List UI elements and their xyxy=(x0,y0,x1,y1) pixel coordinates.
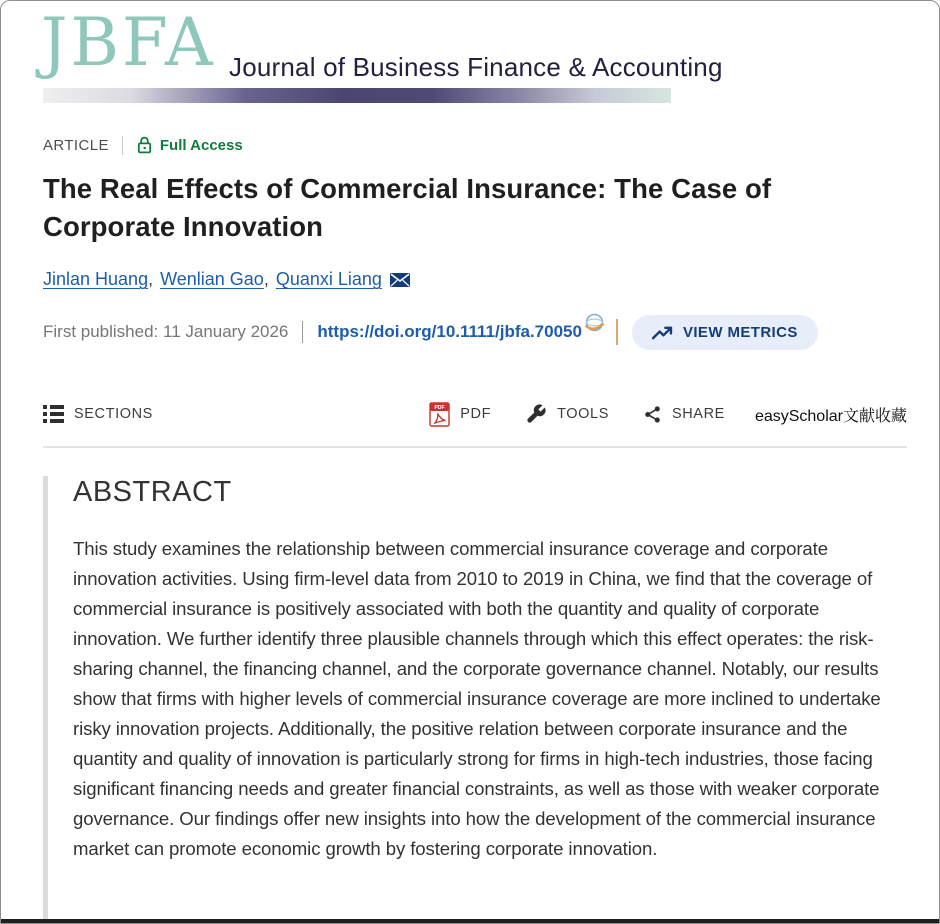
wrench-icon xyxy=(525,403,547,425)
author-list xyxy=(43,269,907,290)
svg-text:PDF: PDF xyxy=(434,404,445,411)
view-metrics-label: VIEW METRICS xyxy=(682,323,798,341)
first-published-label: First published: 11 January 2026 xyxy=(43,322,289,341)
tools-label: TOOLS xyxy=(557,406,609,422)
article-meta-row xyxy=(43,135,907,155)
full-access-label: Full Access xyxy=(159,136,243,154)
share-button[interactable] xyxy=(643,404,725,425)
published-separator xyxy=(302,321,303,343)
pdf-button[interactable] xyxy=(429,402,491,427)
toolbar-divider xyxy=(43,446,907,448)
pdf-label: PDF xyxy=(460,406,492,422)
abstract-section xyxy=(43,476,907,924)
share-label: SHARE xyxy=(671,406,725,422)
author-link-jinlan-huang[interactable]: Jinlan Huang xyxy=(43,269,149,289)
share-icon xyxy=(643,404,662,425)
doi-link[interactable]: https://doi.org/10.1111/jbfa.70050 xyxy=(317,322,582,341)
pdf-file-icon xyxy=(429,402,450,427)
scholar-globe-icon[interactable] xyxy=(583,312,606,340)
author-separator: , xyxy=(263,269,269,289)
metrics-separator xyxy=(616,319,618,345)
journal-logo-gradient-bar xyxy=(43,88,671,103)
trending-up-icon xyxy=(652,325,673,340)
abstract-heading: ABSTRACT xyxy=(73,476,232,508)
tools-button[interactable] xyxy=(525,403,609,425)
author-separator: , xyxy=(148,269,154,289)
meta-separator xyxy=(122,136,123,155)
access-status xyxy=(136,136,243,154)
published-row xyxy=(43,314,907,350)
author-link-quanxi-liang[interactable]: Quanxi Liang xyxy=(275,269,382,289)
article-title: The Real Effects of Commercial Insurance: The Case of Corporate Innovation xyxy=(43,173,772,242)
article-toolbar xyxy=(43,399,907,429)
sections-label: SECTIONS xyxy=(74,406,153,422)
email-icon[interactable] xyxy=(390,273,410,287)
easyscholar-extension-button[interactable]: easyScholar文献收藏 xyxy=(754,407,907,425)
sections-button[interactable] xyxy=(43,405,153,423)
lock-icon xyxy=(136,136,153,154)
journal-logo-acronym: JBFA xyxy=(41,4,216,81)
list-icon xyxy=(43,405,64,423)
author-link-wenlian-gao[interactable]: Wenlian Gao xyxy=(160,269,264,289)
article-type-label: ARTICLE xyxy=(43,136,109,154)
view-metrics-button[interactable] xyxy=(632,315,818,350)
journal-logo-name: Journal of Business Finance & Accounting xyxy=(229,52,723,82)
abstract-body: This study examines the relationship between commercial insurance coverage and corporate innovation activities. Using firm-level data from 2010 to 2019 in China, we find that the coverage of commercial insurance is positively associated with both the quantity and quality of corporate innovation. We further identify three plausible channels through which this effect operates: the risk-sharing channel, the financing channel, and the corporate governance channel. Notably, our results show that firms with higher levels of commercial insurance coverage are more inclined to undertake risky innovation projects. Additionally, the positive relation between corporate insurance and the quantity and quality of innovation is particularly strong for firms in high-tech industries, those facing significant financing needs and greater financial constraints, as well as those with weaker corporate governance. Our findings offer new insights into how the development of the commercial insurance market can promote economic growth by fostering corporate innovation. xyxy=(73,538,881,859)
window-bottom-edge xyxy=(1,919,939,923)
journal-logo[interactable] xyxy=(41,4,907,104)
